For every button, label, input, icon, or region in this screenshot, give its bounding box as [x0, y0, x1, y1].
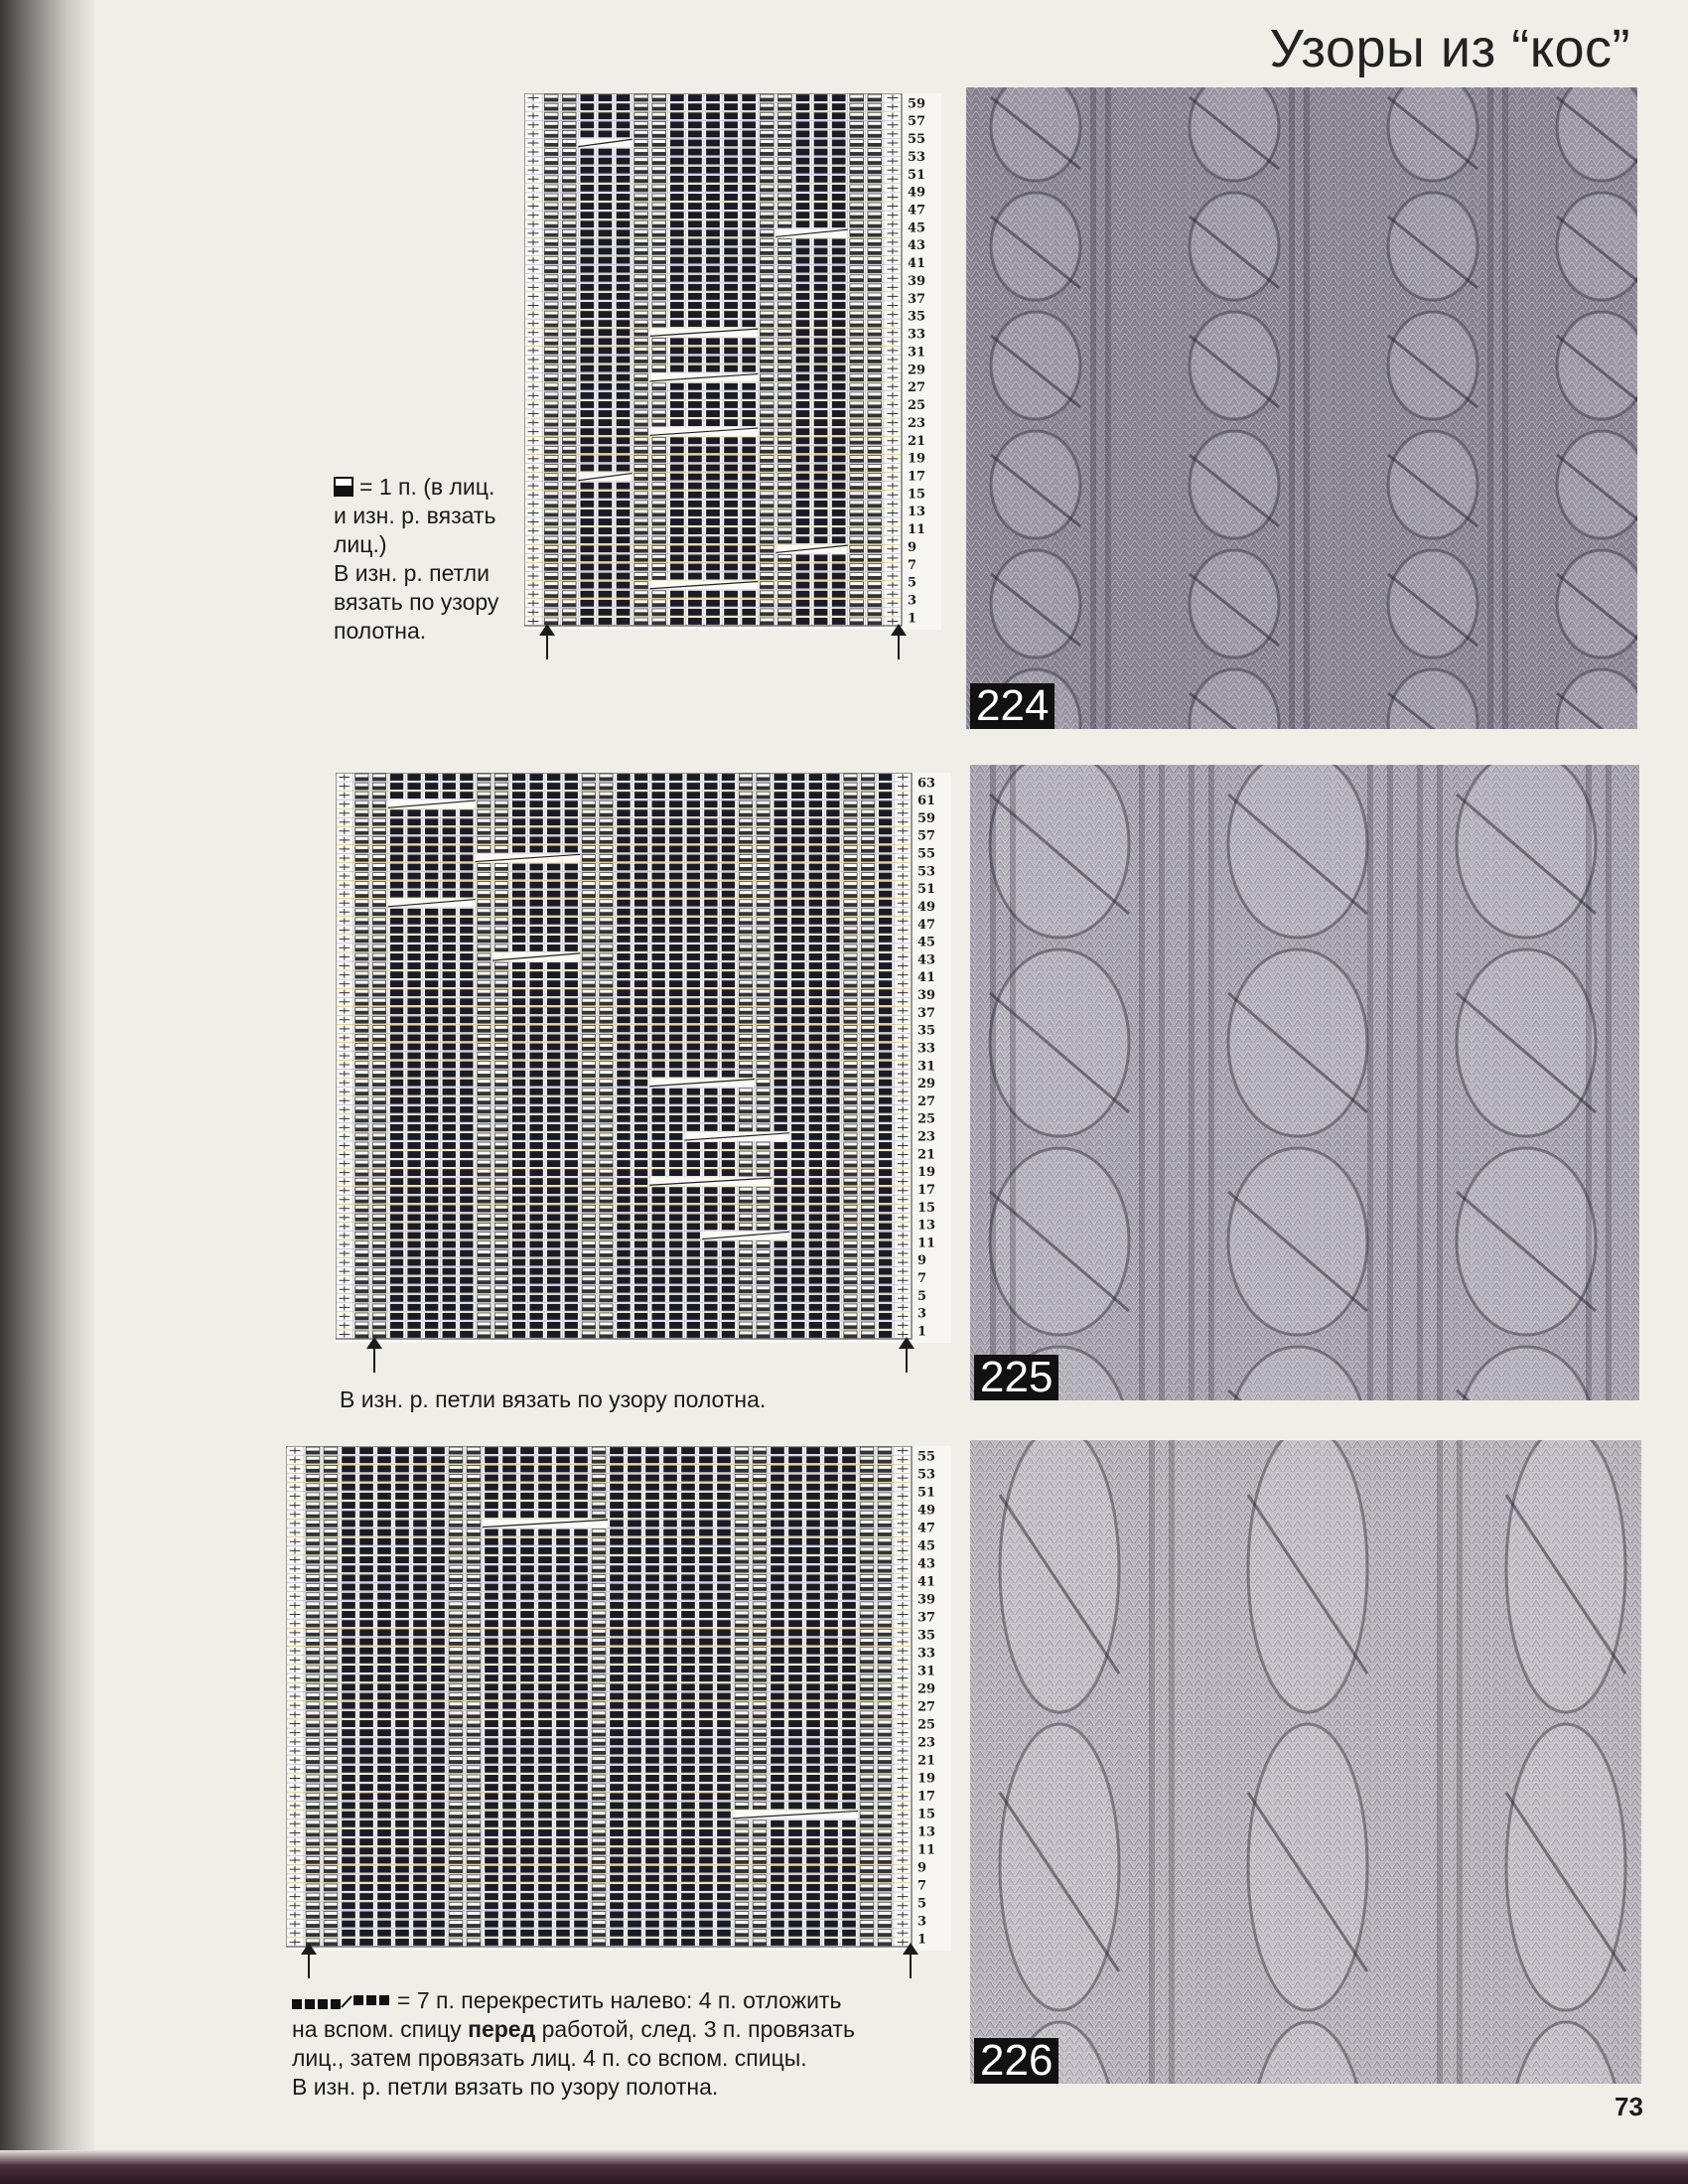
legend-226-line3: лиц., затем провязать лиц. 4 п. со вспом. спицы.: [292, 2045, 807, 2071]
row-label: 7: [908, 557, 917, 573]
legend-224-line4: В изн. р. петли: [334, 560, 490, 586]
legend-226-line1: = 7 п. перекрестить налево: 4 п. отложить: [397, 1987, 842, 2013]
legend-226-line2-bold: перед: [468, 2016, 536, 2042]
cable-twist: [1388, 312, 1477, 419]
row-label: 37: [917, 1005, 936, 1021]
row-label: 39: [908, 273, 926, 289]
chart-grid-224: [524, 93, 902, 626]
row-label: 25: [917, 1717, 936, 1733]
photo-label-225: 225: [974, 1355, 1058, 1400]
row-label: 17: [917, 1182, 936, 1198]
photo-label-224: 224: [970, 683, 1055, 729]
row-label: 1: [917, 1932, 927, 1948]
row-label: 17: [917, 1789, 936, 1805]
cable-twist: [1557, 312, 1637, 419]
row-label: 17: [908, 469, 926, 485]
cable-twist: [1228, 949, 1367, 1136]
row-label: 53: [917, 1467, 936, 1483]
row-label: 19: [917, 1771, 936, 1787]
cable-cross-symbol-icon: [292, 1993, 391, 2011]
row-label: 41: [908, 256, 926, 272]
row-label: 43: [917, 1556, 936, 1572]
cable-twist: [991, 550, 1080, 657]
row-label: 29: [908, 363, 926, 378]
cable-twist: [1506, 1440, 1625, 1712]
row-label: 33: [917, 1646, 936, 1662]
row-label: 27: [917, 1699, 936, 1715]
row-label: 21: [917, 1753, 936, 1769]
row-label: 49: [917, 1503, 936, 1519]
legend-224: [334, 473, 532, 646]
row-label: 23: [917, 1735, 936, 1751]
cable-twist: [1248, 1440, 1367, 1712]
row-label: 19: [908, 451, 926, 467]
row-label: 59: [908, 96, 926, 112]
row-label: 27: [917, 1093, 936, 1109]
row-label: 47: [917, 1521, 936, 1536]
row-label: 5: [908, 575, 917, 591]
row-label: 31: [908, 345, 926, 361]
row-label: 47: [917, 917, 936, 933]
cable-twist: [1457, 765, 1596, 938]
row-label: 41: [917, 970, 936, 986]
row-label: 51: [917, 1485, 936, 1501]
row-label: 9: [917, 1860, 927, 1876]
cable-twist: [1228, 765, 1367, 938]
legend-226-line2a: на вспом. спицу: [292, 2016, 469, 2042]
row-label: 25: [908, 398, 926, 414]
row-label: 55: [917, 846, 936, 862]
photo-label-226: 226: [974, 2038, 1058, 2084]
chart-pattern-226: [286, 1446, 951, 1951]
start-arrow-left-225: [373, 1347, 375, 1373]
row-label: 51: [908, 167, 926, 183]
row-label: 37: [917, 1610, 936, 1626]
row-label: 15: [908, 487, 926, 503]
cable-twist: [1557, 193, 1637, 300]
row-label: 35: [908, 309, 926, 325]
row-label: 45: [917, 935, 936, 950]
row-label: 5: [917, 1288, 927, 1304]
row-label: 51: [917, 882, 936, 898]
page-title: Узоры из “кос”: [1269, 19, 1630, 78]
cable-twist: [991, 431, 1080, 538]
row-label: 39: [917, 988, 936, 1003]
row-label: 37: [908, 291, 926, 307]
book-spine-shadow: [0, 0, 94, 2184]
legend-224-line3: лиц.): [334, 531, 387, 557]
start-arrow-right-226: [910, 1953, 912, 1978]
legend-226: [292, 1986, 927, 2102]
cable-twist: [1228, 1148, 1367, 1335]
row-label: 45: [917, 1538, 936, 1554]
row-label: 21: [908, 433, 926, 449]
page-number: 73: [1615, 2092, 1643, 2121]
row-label: 11: [917, 1842, 936, 1858]
cable-twist: [991, 193, 1080, 300]
row-label: 33: [908, 327, 926, 343]
chart-grid-225: [336, 773, 912, 1339]
legend-224-line1: = 1 п. (в лиц.: [359, 474, 495, 500]
cable-twist: [1457, 949, 1596, 1136]
row-label: 35: [917, 1628, 936, 1644]
row-label: 35: [917, 1023, 936, 1039]
cable-twist: [1457, 1148, 1596, 1335]
row-label: 7: [917, 1878, 927, 1894]
row-label: 13: [917, 1824, 936, 1840]
start-arrow-right-225: [906, 1347, 908, 1373]
row-label: 39: [917, 1592, 936, 1608]
cable-twist: [1248, 1724, 1367, 2010]
row-label: 3: [917, 1306, 927, 1322]
row-label: 45: [908, 220, 926, 236]
cable-twist: [1000, 1724, 1119, 2010]
row-label: 11: [917, 1236, 936, 1251]
row-label: 27: [908, 380, 926, 396]
row-label: 23: [917, 1129, 936, 1145]
cable-twist: [1506, 1724, 1625, 2010]
cable-twist: [1190, 431, 1279, 538]
page-bottom-edge: [0, 2150, 1688, 2184]
cable-twist: [1388, 550, 1477, 657]
row-label: 31: [917, 1059, 936, 1075]
legend-226-line4: В изн. р. петли вязать по узору полотна.: [292, 2074, 719, 2100]
row-label: 53: [908, 149, 926, 165]
row-label: 29: [917, 1077, 936, 1092]
row-label: 55: [917, 1449, 936, 1465]
cable-twist: [1388, 431, 1477, 538]
row-label: 41: [917, 1574, 936, 1590]
row-label: 49: [908, 185, 926, 201]
cable-twist: [1388, 193, 1477, 300]
row-label: 7: [917, 1271, 927, 1286]
row-label: 15: [917, 1200, 936, 1216]
row-label: 55: [908, 132, 926, 148]
row-label: 1: [908, 611, 917, 627]
row-label: 3: [908, 593, 917, 609]
start-arrow-right-224: [898, 634, 900, 659]
cable-twist: [1000, 1440, 1119, 1712]
cable-twist: [1557, 550, 1637, 657]
cable-twist: [991, 312, 1080, 419]
row-label: 15: [917, 1807, 936, 1822]
row-label: 25: [917, 1111, 936, 1127]
row-label: 9: [917, 1253, 927, 1269]
chart-pattern-225: [336, 773, 951, 1343]
cable-twist: [1557, 431, 1637, 538]
row-label: 21: [917, 1147, 936, 1163]
row-label: 43: [917, 952, 936, 968]
row-label: 13: [908, 505, 926, 520]
cable-twist: [1190, 312, 1279, 419]
legend-226-line2b: работой, след. 3 п. провязать: [535, 2016, 855, 2042]
photo-pattern-226: [970, 1440, 1641, 2084]
cable-twist: [1190, 193, 1279, 300]
photo-pattern-225: [970, 765, 1639, 1400]
row-label: 3: [917, 1914, 927, 1930]
row-label: 9: [908, 539, 917, 555]
row-label: 33: [917, 1041, 936, 1057]
chart-grid-226: [286, 1446, 912, 1947]
row-label: 29: [917, 1681, 936, 1697]
row-label: 19: [917, 1165, 936, 1181]
row-label: 49: [917, 899, 936, 915]
chart-pattern-224: [524, 93, 941, 630]
note-225: В изн. р. петли вязать по узору полотна.: [340, 1386, 767, 1412]
knit-stitch-symbol-icon: [334, 477, 353, 497]
row-label: 61: [917, 794, 936, 809]
cable-twist: [1190, 550, 1279, 657]
row-label: 5: [917, 1896, 927, 1912]
row-label: 11: [908, 522, 926, 538]
row-label: 31: [917, 1664, 936, 1679]
row-label: 13: [917, 1218, 936, 1234]
row-label: 1: [917, 1324, 927, 1340]
start-arrow-left-226: [308, 1953, 310, 1978]
row-label: 63: [917, 776, 936, 792]
row-label: 23: [908, 415, 926, 431]
row-label: 57: [917, 828, 936, 844]
row-label: 57: [908, 114, 926, 130]
row-label: 47: [908, 203, 926, 218]
row-label: 53: [917, 864, 936, 880]
legend-224-line5: вязать по узору: [334, 589, 499, 615]
row-label: 59: [917, 810, 936, 826]
photo-pattern-224: [966, 87, 1637, 729]
legend-224-line2: и изн. р. вязать: [334, 503, 496, 528]
legend-224-line6: полотна.: [334, 618, 427, 644]
start-arrow-left-224: [546, 634, 548, 659]
row-label: 43: [908, 238, 926, 254]
